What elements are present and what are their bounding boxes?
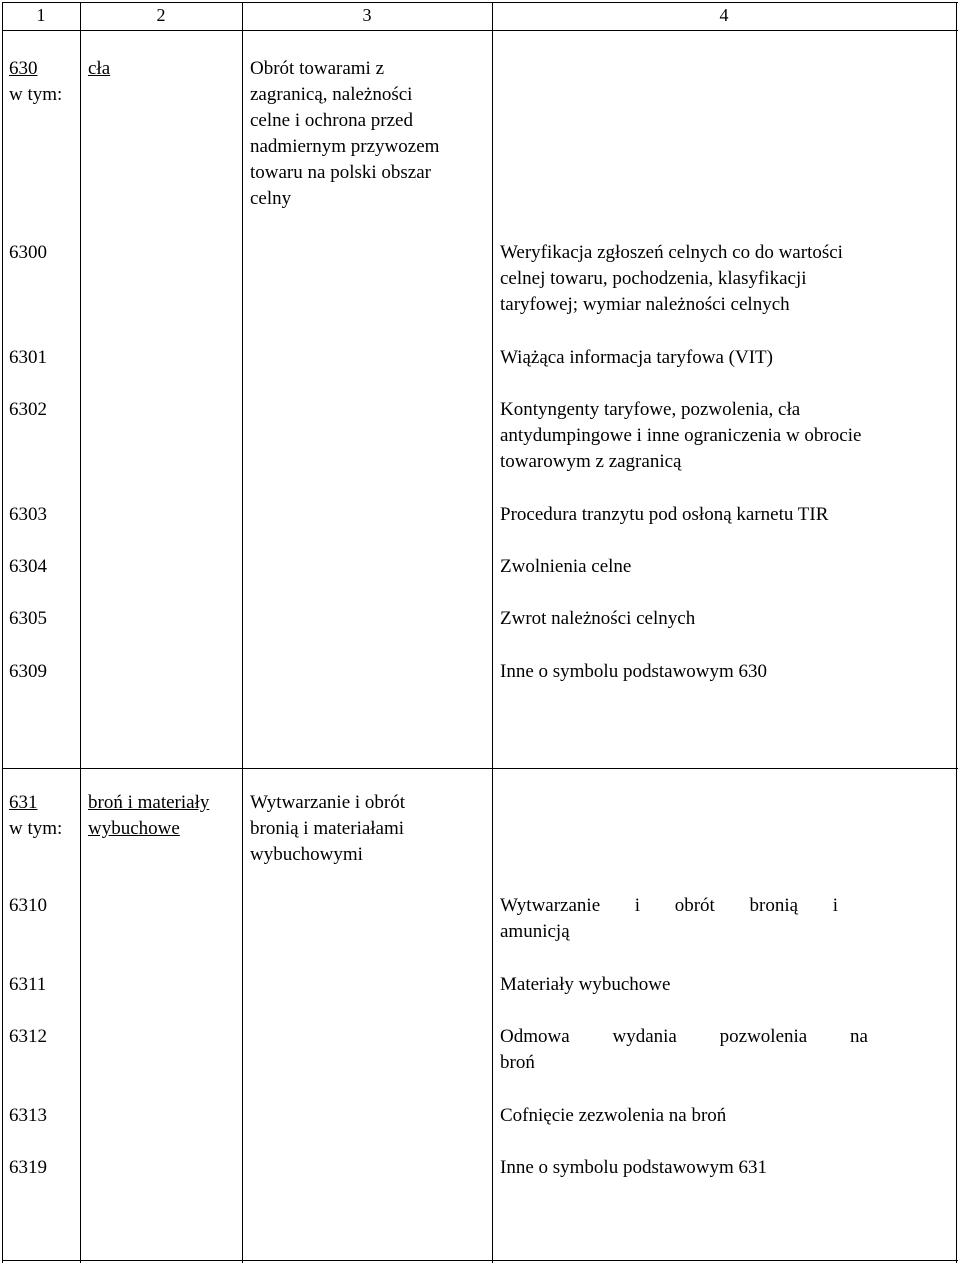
row-description: Kontyngenty taryfowe, pozwolenia, cła bbox=[500, 399, 801, 420]
row-code: 6310 bbox=[9, 895, 47, 916]
row-code: 6305 bbox=[9, 608, 47, 629]
header-col-4: 4 bbox=[719, 5, 729, 25]
section-divider bbox=[2, 768, 958, 769]
row-code: 6312 bbox=[9, 1026, 47, 1047]
word: wydania bbox=[612, 1026, 677, 1047]
section-code: 630 bbox=[9, 58, 38, 79]
section-title-line: wybuchowymi bbox=[250, 844, 363, 865]
section-title-line: bronią i materiałami bbox=[250, 818, 405, 839]
column-divider-3 bbox=[492, 2, 493, 1263]
row-code: 6302 bbox=[9, 399, 47, 420]
row-description: towarowym z zagranicą bbox=[500, 451, 682, 472]
row-code: 6319 bbox=[9, 1157, 47, 1178]
word: obrót bbox=[674, 895, 715, 916]
section-title-line: celny bbox=[250, 188, 292, 209]
section-category: wybuchowe bbox=[88, 818, 180, 839]
header-divider bbox=[2, 30, 958, 31]
section-title-line: Wytwarzanie i obrót bbox=[250, 792, 406, 813]
word: bronią bbox=[749, 895, 799, 916]
table-border-top bbox=[2, 2, 958, 3]
row-description: Zwolnienia celne bbox=[500, 556, 632, 577]
row-description: Zwrot należności celnych bbox=[500, 608, 696, 629]
row-description: Inne o symbolu podstawowym 630 bbox=[500, 661, 768, 682]
row-code: 6303 bbox=[9, 504, 47, 525]
table-border-right bbox=[956, 2, 957, 1263]
row-description bbox=[500, 893, 838, 919]
row-description: Inne o symbolu podstawowym 631 bbox=[500, 1157, 768, 1178]
row-description: Materiały wybuchowe bbox=[500, 974, 671, 995]
section-title-line: nadmiernym przywozem bbox=[250, 136, 440, 157]
word: i bbox=[634, 895, 641, 916]
row-description: broń bbox=[500, 1052, 535, 1073]
row-code: 6313 bbox=[9, 1105, 47, 1126]
row-description: taryfowej; wymiar należności celnych bbox=[500, 294, 790, 315]
section-category: cła bbox=[88, 58, 111, 79]
header-col-3: 3 bbox=[362, 5, 372, 25]
section-title-line: zagranicą, należności bbox=[250, 84, 413, 105]
section-title-line: towaru na polski obszar bbox=[250, 162, 431, 183]
row-description: Wiążąca informacja taryfowa (VIT) bbox=[500, 347, 773, 368]
row-description: Cofnięcie zezwolenia na broń bbox=[500, 1105, 727, 1126]
word: Wytwarzanie bbox=[500, 895, 601, 916]
section-w-tym: w tym: bbox=[9, 84, 63, 105]
row-description: celnej towaru, pochodzenia, klasyfikacji bbox=[500, 268, 807, 289]
header-col-1: 1 bbox=[36, 5, 46, 25]
row-code: 6300 bbox=[9, 242, 47, 263]
section-code: 631 bbox=[9, 792, 38, 813]
word: na bbox=[850, 1026, 868, 1047]
row-code: 6301 bbox=[9, 347, 47, 368]
row-code: 6304 bbox=[9, 556, 47, 577]
row-description: antydumpingowe i inne ograniczenia w obrocie bbox=[500, 425, 862, 446]
row-description: Weryfikacja zgłoszeń celnych co do wartości bbox=[500, 242, 843, 263]
row-description bbox=[500, 1024, 868, 1050]
table-border-left bbox=[2, 2, 3, 1263]
row-code: 6311 bbox=[9, 974, 47, 995]
word: Odmowa bbox=[500, 1026, 570, 1047]
section-title-line: celne i ochrona przed bbox=[250, 110, 413, 131]
word: pozwolenia bbox=[719, 1026, 808, 1047]
row-code: 6309 bbox=[9, 661, 47, 682]
section-title-line: Obrót towarami z bbox=[250, 58, 385, 79]
table-border-bottom bbox=[2, 1260, 958, 1261]
section-w-tym: w tym: bbox=[9, 818, 63, 839]
column-divider-1 bbox=[80, 2, 81, 1263]
word: i bbox=[832, 895, 838, 916]
section-category: broń i materiały bbox=[88, 792, 210, 813]
row-description: amunicją bbox=[500, 921, 570, 942]
column-divider-2 bbox=[242, 2, 243, 1263]
row-description: Procedura tranzytu pod osłoną karnetu TIR bbox=[500, 504, 829, 525]
header-col-2: 2 bbox=[156, 5, 166, 25]
